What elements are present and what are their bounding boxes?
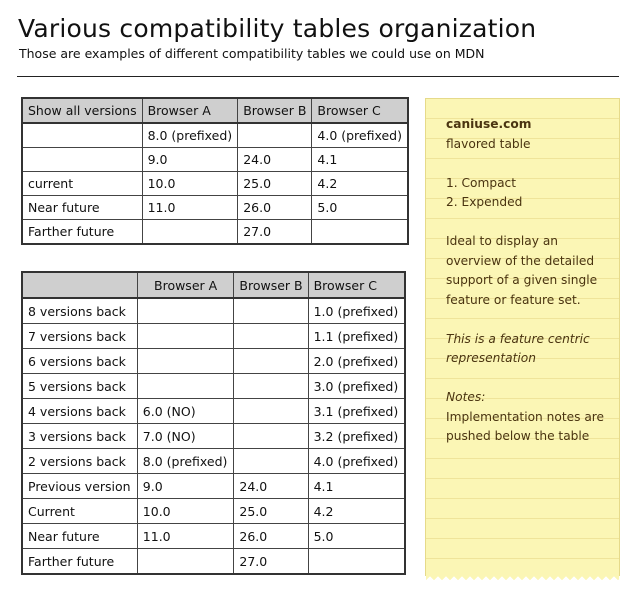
version-cell: 24.0 (234, 474, 308, 499)
row-label (22, 148, 142, 172)
table-row (22, 324, 405, 349)
table-row (22, 123, 408, 148)
version-cell: 11.0 (142, 196, 238, 220)
row-label: 5 versions back (22, 374, 137, 399)
compat-table-all-versions (21, 97, 409, 245)
version-cell (234, 349, 308, 374)
version-cell (234, 298, 308, 324)
version-cell: 1.1 (prefixed) (308, 324, 405, 349)
version-cell: 5.0 (308, 524, 405, 549)
row-label: Near future (22, 524, 137, 549)
version-cell: 4.2 (312, 172, 408, 196)
row-label: Farther future (22, 549, 137, 575)
column-header (22, 272, 137, 298)
version-cell (142, 220, 238, 245)
version-cell (137, 298, 234, 324)
version-cell: 8.0 (prefixed) (137, 449, 234, 474)
version-cell: 3.0 (prefixed) (308, 374, 405, 399)
row-label (22, 123, 142, 148)
row-label: 4 versions back (22, 399, 137, 424)
row-label: 3 versions back (22, 424, 137, 449)
version-cell: 6.0 (NO) (137, 399, 234, 424)
row-label: current (22, 172, 142, 196)
version-cell (137, 549, 234, 575)
sticky-note (425, 98, 620, 576)
note-notes-line: Implementation notes are (446, 409, 605, 424)
column-header: Browser C (308, 272, 405, 298)
version-cell: 4.1 (312, 148, 408, 172)
note-notes-line: pushed below the table (446, 429, 590, 443)
version-cell: 4.0 (prefixed) (308, 449, 405, 474)
version-cell: 4.0 (prefixed) (312, 123, 408, 148)
table-row (22, 474, 405, 499)
table-row (22, 399, 405, 424)
row-label: Farther future (22, 220, 142, 245)
version-cell (234, 449, 308, 474)
header-divider (17, 76, 619, 77)
table-header-row (22, 272, 405, 298)
version-cell: 26.0 (238, 196, 312, 220)
version-cell: 9.0 (142, 148, 238, 172)
table-row (22, 374, 405, 399)
compat-table-expanded (21, 271, 406, 575)
version-cell: 25.0 (234, 499, 308, 524)
version-cell (234, 424, 308, 449)
table-row (22, 220, 408, 245)
version-cell: 26.0 (234, 524, 308, 549)
version-cell: 8.0 (prefixed) (142, 123, 238, 148)
table-header-row (22, 98, 408, 123)
version-cell: 1.0 (prefixed) (308, 298, 405, 324)
row-label: Near future (22, 196, 142, 220)
note-desc-line: overview of the detailed (446, 253, 595, 268)
version-cell: 27.0 (238, 220, 312, 245)
version-cell (238, 123, 312, 148)
table-row (22, 349, 405, 374)
row-label: 6 versions back (22, 349, 137, 374)
table-row (22, 499, 405, 524)
page-title: Various compatibility tables organization (18, 14, 537, 43)
column-header: Browser C (312, 98, 408, 123)
row-label: 7 versions back (22, 324, 137, 349)
version-cell: 10.0 (142, 172, 238, 196)
version-cell (137, 324, 234, 349)
table-row (22, 424, 405, 449)
table-row (22, 196, 408, 220)
note-desc-line: support of a given single (446, 273, 598, 287)
version-cell: 4.2 (308, 499, 405, 524)
table-row (22, 298, 405, 324)
note-notes-label: Notes: (446, 390, 486, 404)
note-subheading: flavored table (446, 136, 531, 151)
version-cell (234, 374, 308, 399)
show-all-versions-toggle[interactable]: Show all versions (22, 98, 142, 123)
table-row (22, 172, 408, 196)
version-cell: 9.0 (137, 474, 234, 499)
version-cell (312, 220, 408, 245)
note-desc-line: Ideal to display an (446, 234, 559, 248)
version-cell (137, 349, 234, 374)
note-list-item: 1. Compact (446, 175, 517, 190)
version-cell: 5.0 (312, 196, 408, 220)
note-desc-line: feature or feature set. (446, 292, 581, 307)
note-heading: caniuse.com (446, 117, 532, 131)
row-label: Previous version (22, 474, 137, 499)
version-cell (308, 549, 405, 575)
version-cell: 25.0 (238, 172, 312, 196)
note-italic-line: representation (446, 351, 536, 365)
version-cell (137, 374, 234, 399)
table-row (22, 549, 405, 575)
row-label: 8 versions back (22, 298, 137, 324)
version-cell: 27.0 (234, 549, 308, 575)
table-row (22, 148, 408, 172)
column-header: Browser A (142, 98, 238, 123)
version-cell (234, 324, 308, 349)
version-cell: 4.1 (308, 474, 405, 499)
version-cell (234, 399, 308, 424)
row-label: Current (22, 499, 137, 524)
version-cell: 2.0 (prefixed) (308, 349, 405, 374)
row-label: 2 versions back (22, 449, 137, 474)
column-header: Browser A (137, 272, 234, 298)
column-header: Browser B (234, 272, 308, 298)
version-cell: 3.2 (prefixed) (308, 424, 405, 449)
version-cell: 11.0 (137, 524, 234, 549)
column-header: Browser B (238, 98, 312, 123)
torn-edge (426, 575, 619, 581)
note-italic-line: This is a feature centric (446, 331, 590, 346)
table-row (22, 449, 405, 474)
version-cell: 3.1 (prefixed) (308, 399, 405, 424)
note-list-item: 2. Expended (446, 195, 523, 209)
version-cell: 10.0 (137, 499, 234, 524)
table-row (22, 524, 405, 549)
page-subtitle: Those are examples of different compatibility tables we could use on MDN (19, 46, 485, 61)
version-cell: 24.0 (238, 148, 312, 172)
version-cell: 7.0 (NO) (137, 424, 234, 449)
